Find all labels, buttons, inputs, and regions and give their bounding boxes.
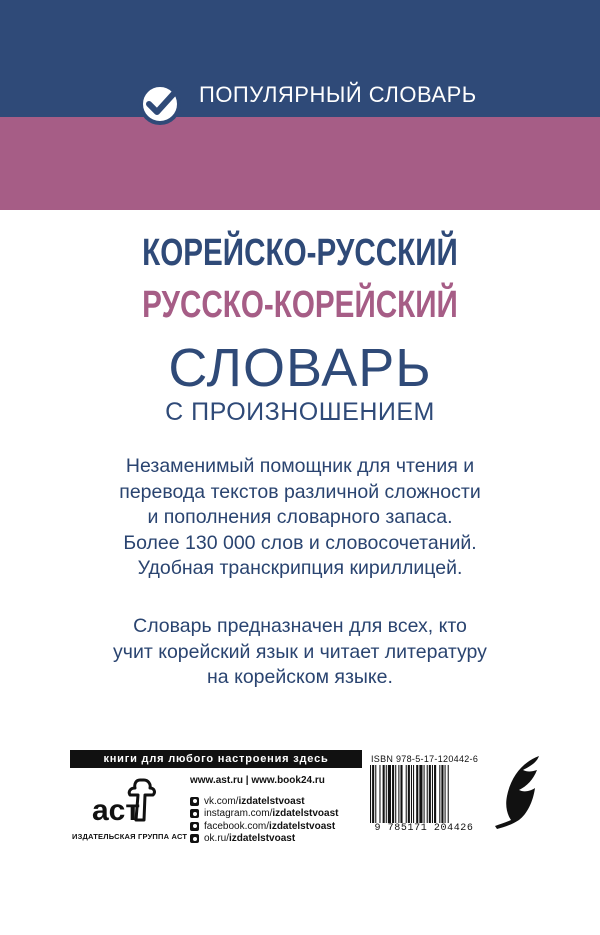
- series-label: ПОПУЛЯРНЫЙ СЛОВАРЬ: [199, 82, 477, 107]
- description-line: учит корейский язык и читает литературу: [113, 640, 487, 663]
- barcode-bar: [400, 765, 402, 823]
- barcode-bar: [395, 765, 396, 823]
- vk-icon: [190, 797, 199, 806]
- instagram-icon: [190, 809, 199, 818]
- websites[interactable]: www.ast.ru | www.book24.ru: [190, 775, 325, 786]
- isbn-label: ISBN 978-5-17-120442-6: [371, 754, 479, 764]
- title-subtitle: С ПРОИЗНОШЕНИЕМ: [165, 398, 435, 426]
- barcode-bar: [413, 765, 414, 823]
- barcode-bar: [372, 765, 374, 823]
- barcode-bar: [439, 765, 440, 823]
- barcode-bar: [406, 765, 407, 823]
- barcode-bar: [392, 765, 394, 823]
- social-prefix: vk.com/: [204, 795, 239, 807]
- social-link-facebook[interactable]: [190, 820, 339, 833]
- quill-icon: [487, 752, 547, 832]
- description-line: Незаменимый помощник для чтения и: [125, 455, 475, 477]
- title-russian-korean: РУССКО-КОРЕЙСКИЙ: [142, 284, 458, 326]
- description-line: Более 130 000 слов и словосочетаний.: [123, 531, 477, 554]
- accent-band: [0, 117, 600, 210]
- barcode-bar: [434, 765, 436, 823]
- publisher-logo-text: аст: [92, 794, 141, 827]
- social-handle: izdatelstvoast: [238, 795, 305, 807]
- social-links: [190, 795, 339, 845]
- social-handle: izdatelstvoast: [229, 833, 296, 845]
- barcode-bar: [388, 765, 391, 823]
- barcode-bar: [445, 765, 446, 823]
- barcode-bar: [386, 765, 387, 823]
- facebook-icon: [190, 822, 199, 831]
- description-paragraph-1: [60, 454, 540, 582]
- barcode-bar: [448, 765, 449, 823]
- barcode-bar: [424, 765, 425, 823]
- social-prefix: ok.ru/: [204, 833, 230, 845]
- barcode-bar: [427, 765, 428, 823]
- barcode-number: 9 785171 204426: [374, 823, 474, 834]
- social-link-instagram[interactable]: [190, 808, 339, 821]
- description-paragraph-2: [60, 614, 540, 691]
- barcode-bar: [408, 765, 410, 823]
- barcode-bar: [398, 765, 399, 823]
- description-line: и пополнения словарного запаса.: [147, 506, 453, 528]
- barcode-bar: [411, 765, 412, 823]
- barcode-bar: [432, 765, 433, 823]
- barcode: [368, 765, 480, 823]
- description-line: перевода текстов различной сложности: [119, 480, 481, 503]
- title-dictionary: СЛОВАРЬ: [168, 338, 432, 398]
- publisher-logo: [90, 776, 170, 828]
- description-line: Удобная транскрипция кириллицей.: [137, 557, 463, 579]
- social-link-ok[interactable]: [190, 833, 339, 846]
- social-handle: izdatelstvoast: [269, 820, 336, 832]
- description-line: на корейском языке.: [207, 666, 393, 688]
- description-line: Словарь предназначен для всех, кто: [133, 615, 467, 637]
- barcode-bar: [370, 765, 371, 823]
- odnoklassniki-icon: [190, 834, 199, 843]
- barcode-bar: [419, 765, 422, 823]
- social-prefix: facebook.com/: [204, 820, 270, 832]
- barcode-bar: [383, 765, 385, 823]
- title-korean-russian: КОРЕЙСКО-РУССКИЙ: [142, 232, 458, 274]
- slogan-bar: книги для любого настроения здесь: [70, 750, 362, 768]
- social-handle: izdatelstvoast: [272, 808, 339, 820]
- barcode-bar: [379, 765, 380, 823]
- barcode-bar: [375, 765, 376, 823]
- barcode-bar: [429, 765, 431, 823]
- social-link-vk[interactable]: [190, 795, 339, 808]
- checkmark-icon: [137, 81, 183, 127]
- barcode-bar: [416, 765, 418, 823]
- barcode-bar: [441, 765, 443, 823]
- publisher-caption: ИЗДАТЕЛЬСКАЯ ГРУППА АСТ: [72, 832, 188, 841]
- social-prefix: instagram.com/: [204, 808, 273, 820]
